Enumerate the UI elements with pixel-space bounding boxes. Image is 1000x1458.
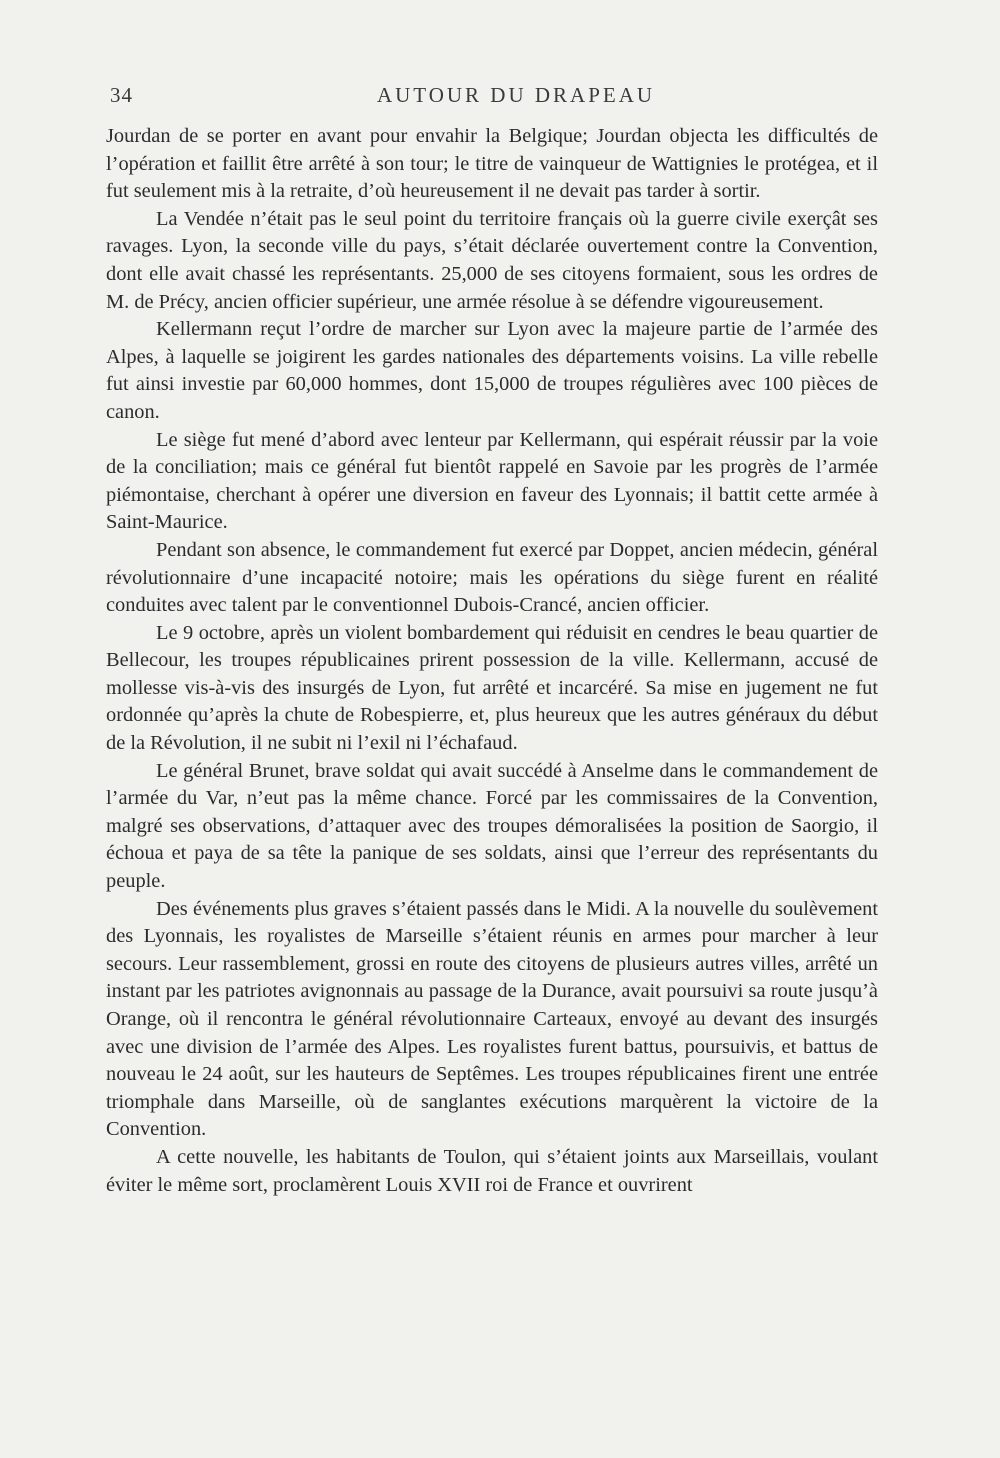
paragraph: A cette nouvelle, les habitants de Toulon, qui s’étaient joints aux Marseillais, voulant éviter le même sort, proclamèrent Louis XVII roi de France et ouvrirent: [106, 1145, 878, 1196]
paragraph: La Vendée n’était pas le seul point du territoire français où la guerre civile exerçât ses ravages. Lyon, la seconde ville du pays, s’était déclarée ouvertement contre la Convention, dont elle avait chassé les représentants. 25,000 de ses citoyens formaient, sous les ordres de M. de Précy, ancien officier supérieur, une armée résolue à se défendre vigoureusement.: [106, 207, 878, 313]
page-header: [110, 83, 878, 111]
paragraph: Le 9 octobre, après un violent bombardement qui réduisit en cendres le beau quartier de Bellecour, les troupes républicaines prirent possession de la ville. Kellermann, accusé de mollesse vis-à-vis des insurgés de Lyon, fut arrêté et incarcéré. Sa mise en jugement ne fut ordonnée qu’après la chute de Robespierre, et, plus heureux que les autres généraux du début de la Révolution, il ne subit ni l’exil ni l’échafaud.: [106, 621, 878, 755]
paragraph: Des événements plus graves s’étaient passés dans le Midi. A la nouvelle du soulèvement des Lyonnais, les royalistes de Marseille s’étaient réunis en armes pour marcher à leur secours. Leur rassemblement, grossi en route des citoyens de plusieurs autres villes, arrêté un instant par les patriotes avignonnais au passage de la Durance, avait poursuivi sa route jusqu’à Orange, où il rencontra le général révolutionnaire Carteaux, envoyé au devant des insurgés avec une division de l’armée des Alpes. Les royalistes furent battus, poursuivis, et battus de nouveau le 24 août, sur les hauteurs de Septêmes. Les troupes républicaines firent une entrée triomphale dans Marseille, où de sanglantes exécutions marquèrent la victoire de la Convention.: [106, 897, 878, 1141]
body-text: [106, 123, 878, 1199]
running-title: AUTOUR DU DRAPEAU: [376, 83, 656, 107]
paragraph: Pendant son absence, le commandement fut exercé par Doppet, ancien médecin, général révolutionnaire d’une incapacité notoire; mais les opérations du siège furent en réalité conduites avec talent par le conventionnel Dubois-Crancé, ancien officier.: [106, 538, 878, 617]
page-number: 34: [110, 83, 133, 107]
paragraph: Kellermann reçut l’ordre de marcher sur Lyon avec la majeure partie de l’armée des Alpes, à laquelle se joigirent les gardes nationales des départements voisins. La ville rebelle fut ainsi investie par 60,000 hommes, dont 15,000 de troupes régulières avec 100 pièces de canon.: [106, 318, 878, 423]
paragraph: Le général Brunet, brave soldat qui avait succédé à Anselme dans le commandement de l’armée du Var, n’eut pas la même chance. Forcé par les commissaires de la Convention, malgré ses observations, d’attaquer avec des troupes démoralisées la position de Saorgio, il échoua et paya de sa tête la panique de ses soldats, ainsi que l’erreur des représentants du peuple.: [106, 759, 878, 893]
paragraph: Le siège fut mené d’abord avec lenteur par Kellermann, qui espérait réussir par la voie de la conciliation; mais ce général fut bientôt rappelé en Savoie par les progrès de l’armée piémontaise, cherchant à opérer une diversion en faveur des Lyonnais; il battit cette armée à Saint-Maurice.: [106, 428, 878, 534]
paragraph: Jourdan de se porter en avant pour envahir la Belgique; Jourdan objecta les difficultés de l’opération et faillit être arrêté à son tour; le titre de vainqueur de Wattignies le protégea, et il fut seulement mis à la retraite, d’où heureusement il ne devait pas tarder à sortir.: [106, 125, 878, 203]
